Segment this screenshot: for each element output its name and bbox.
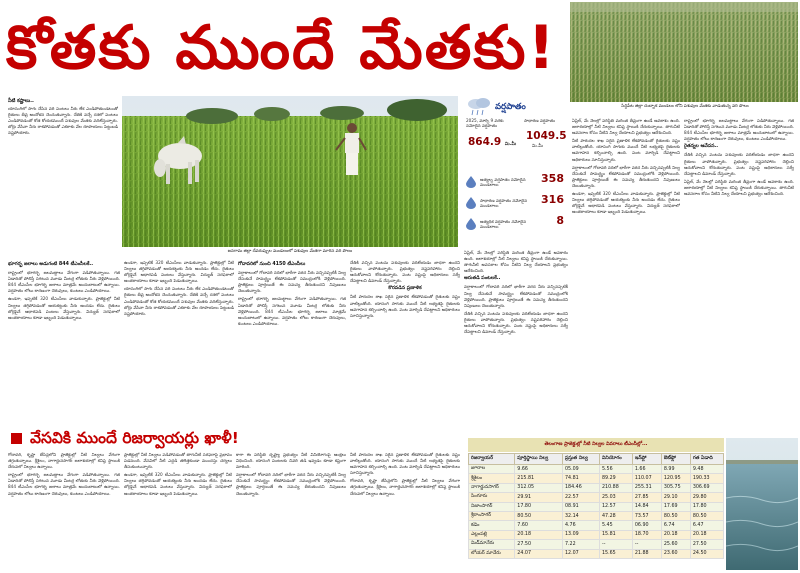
drop-icon [466,218,476,230]
column-1-text: రాష్ట్రంలో భూగర్భ జలమట్టాలు వేగంగా పడిపోతున్నాయి. గత ఏడాదితో పోలిస్తే సగటున మూడు మీటర్ల లోతుకు నీరు వెళ్లిపోయింది. 844 టీఎంసీల భూగర్భ జలాలు మాత్రమే అందుబాటులో ఉన్నాయి. వర్షపాతం లోటు కారణంగా చెరువులు, కుంటలు ఎండిపోయాయి. [8,270,120,294]
table-cell: 74.81 [562,474,599,483]
table-cell: 110.07 [632,474,661,483]
table-row [469,502,724,511]
column-4-text-top: చేతికి వచ్చిన పంటను పశువులకు వదిలేయడం బాధగా ఉందని రైతులు వాపోతున్నారు. ప్రభుత్వం నష్టపరిహారం చెల్లించి ఆదుకోవాలని కోరుతున్నారు. పంట నష్టంపై అధికారులు సర్వే చేపట్టాలని డిమాండ్ చేస్తున్నారు. [350,260,460,284]
article-column-6 [684,118,794,430]
column-4-subhead: కొరవడిన ప్రణాళిక [388,286,422,292]
column-5-text-extra: ఉండగా, ఇప్పటికే 320 టీఎంసీలు వాడుకున్నారు. ప్రాజెక్టుల్లో నీటి నిల్వలు తగ్గిపోవడంతో ఆయకట్టుకు నీరు అందడం లేదు. రైతులు బోర్లపైనే ఆధారపడి పంటలు వేస్తున్నారు. విద్యుత్ సరఫరాలో అంతరాయాలు కూడా ఇబ్బంది పెడుతున్నాయి. [572,191,680,215]
reservoir-name-cell: మిడ్‌మానేరు [469,540,515,549]
reservoir-table-title: తెలంగాణ ప్రాజెక్టుల్లో నీటి నిల్వల వివరాలు టీఎంసీల్లో... [468,438,724,452]
table-header-row [469,454,724,465]
article-column-4 [350,260,460,428]
column-5-text-repeat: నీటి పారుదల శాఖ సరైన ప్రణాళిక లేకపోవడంతో రైతులకు నష్టం వాటిల్లుతోంది. యాసంగి సాగుకు ముందే నీటి లభ్యతపై రైతులకు అవగాహన కల్పించాల్సి ఉంది. పంట మార్పిడి చేపట్టాలని అధికారులు సూచిస్తున్నారు. [572,138,680,162]
table-cell: 80.50 [515,511,563,520]
column-5-text-more: వర్షాకాలంలో గోదావరి నదిలో భారీగా వరద నీరు వచ్చినప్పటికీ నిల్వ చేసుకునే సామర్థ్యం లేకపోవడంతో సముద్రంలోకి వెళ్లిపోయింది. ప్రాజెక్టులు పూర్తయితే ఈ సమస్య తీరుతుందని నిపుణులు చెబుతున్నారు. [572,164,680,188]
table-header-cell: రిజర్వాయర్ [469,454,515,465]
rainfall-row-value: 358 [541,172,564,185]
table-row [469,493,724,502]
main-headline: కోతకు ముందే మేతకు! [6,13,557,83]
article-column-7 [8,452,120,570]
drop-icon [466,176,476,188]
reservoir-name-cell: సింగూరు [469,493,515,502]
table-cell: 9.48 [690,465,723,474]
reservoir-name-cell: జూరాల [469,465,515,474]
red-square-bullet [11,433,22,444]
table-cell: 210.88 [599,483,632,492]
table-cell: 120.95 [661,474,690,483]
table-cell: 6.47 [690,521,723,530]
table-cell: 184.46 [562,483,599,492]
article-column-9 [236,452,346,570]
column-7-text: గోదావరి, కృష్ణా బేసిన్లలోని ప్రాజెక్టుల్లో నీటి నిల్వలు వేగంగా తగ్గుతున్నాయి. శ్రీశైలం, నాగార్జునసాగర్ జలాశయాల్లో కనిష్ఠ స్థాయికి చేరువలో నిల్వలు ఉన్నాయి. [8,452,120,470]
reservoir-name-cell: కడెం [469,521,515,530]
column-8-text: ప్రాజెక్టుల్లో నీటి నిల్వలు పడిపోవడంతో తాగునీటి సరఫరాపై ప్రభావం పడనుంది. వేసవిలో నీటి ఎద్దడి తలెత్తకుండా ముందస్తు చర్యలు తీసుకుంటున్నారు. [124,452,232,470]
table-cell: 17.80 [690,502,723,511]
table-cell: 24.07 [515,549,563,558]
table-cell: 23.60 [661,549,690,558]
cloud-rain-icon [464,96,494,116]
reservoir-name-cell: నిజాంసాగర్ [469,502,515,511]
intro-text: యాసంగిలో సాగు చేసిన వరి పంటలు నీరు లేక ఎండిపోతుండటంతో రైతులు తీవ్ర ఆందోళన చెందుతున్నారు. చేతికి వచ్చే దశలో పంటలు ఎండిపోవడంతో కోత కోయకముందే పశువుల మేతకు వదిలేస్తున్నారు. బోర్లు వేసినా నీరు రాకపోవడంతో ఎకరాకు వేల రూపాయలు పెట్టుబడి నష్టపోయారు. [8,106,118,136]
rainfall-recorded [468,136,516,148]
table-cell: 190.33 [690,474,723,483]
drop-icon [466,197,476,209]
article-column-4b [464,250,568,430]
table-cell: 06.90 [632,521,661,530]
column-6-text-more: ఏప్రిల్, మే నెలల్లో పరిస్థితి మరింత తీవ్రంగా ఉండే అవకాశం ఉంది. జలాశయాల్లో నీటి నిల్వలు కనిష్ఠ స్థాయికి చేరుకున్నాయి. తాగునీటి అవసరాల కోసం నీటిని నిల్వ చేయాలని ప్రభుత్వం ఆదేశించింది. [684,178,794,197]
rainfall-row-label: సాధారణ వర్షపాతం నమోదైన మండలాలు [480,198,528,209]
column-2-text: ఉండగా, ఇప్పటికే 320 టీఎంసీలు వాడుకున్నారు. ప్రాజెక్టుల్లో నీటి నిల్వలు తగ్గిపోవడంతో ఆయకట్టుకు నీరు అందడం లేదు. రైతులు బోర్లపైనే ఆధారపడి పంటలు వేస్తున్నారు. విద్యుత్ సరఫరాలో అంతరాయాలు కూడా ఇబ్బంది పెడుతున్నాయి. [124,260,234,284]
table-cell: 80.50 [661,511,690,520]
table-cell: 4.76 [562,521,599,530]
column-3-text-more: రాష్ట్రంలో భూగర్భ జలమట్టాలు వేగంగా పడిపోతున్నాయి. గత ఏడాదితో పోలిస్తే సగటున మూడు మీటర్ల లోతుకు నీరు వెళ్లిపోయింది. 844 టీఎంసీల భూగర్భ జలాలు మాత్రమే అందుబాటులో ఉన్నాయి. వర్షపాతం లోటు కారణంగా చెరువులు, కుంటలు ఎండిపోయాయి. [238,296,346,326]
column-4b-subhead: ఆరుతడి పంటలకే.. [464,276,501,282]
column-9-text: కాగా ఈ పరిస్థితి దృష్ట్యా ప్రభుత్వం నీటి వినియోగంపై ఆంక్షలు విధించింది. యాసంగి పంటలకు చివరి తడి ఇవ్వడం కూడా కష్టంగా మారింది. [236,452,346,470]
rainfall-row-value: 316 [541,193,564,206]
table-row [469,530,724,539]
table-cell: 89.29 [599,474,632,483]
table-row [469,465,724,474]
table-row [469,549,724,558]
table-cell: 27.50 [690,540,723,549]
reservoir-name-cell: లోయర్ మానేరు [469,549,515,558]
table-cell: 20.18 [661,530,690,539]
column-6-text-top: రాష్ట్రంలో భూగర్భ జలమట్టాలు వేగంగా పడిపోతున్నాయి. గత ఏడాదితో పోలిస్తే సగటున మూడు మీటర్ల లోతుకు నీరు వెళ్లిపోయింది. 844 టీఎంసీల భూగర్భ జలాలు మాత్రమే అందుబాటులో ఉన్నాయి. వర్షపాతం లోటు కారణంగా చెరువులు, కుంటలు ఎండిపోయాయి. [684,118,794,142]
section-headline-text: వేసవికి ముందే రిజర్వాయర్లు ఖాళీ! [30,429,239,447]
table-cell: 80.50 [690,511,723,520]
table-header-cell: ఔట్‌ఫ్లో [661,454,690,465]
table-cell: -- [632,540,661,549]
rainfall-recorded-unit: మి.మీ [504,142,517,147]
table-header-cell: వినియోగం [599,454,632,465]
top-right-photo [570,2,798,102]
table-row [469,483,724,492]
table-cell: 9.66 [515,465,563,474]
table-cell: 6.74 [661,521,690,530]
table-cell: 32.14 [562,511,599,520]
rainfall-normal-label: సాధారణ వర్షపాతం [524,118,556,123]
rainfall-box [462,96,566,239]
table-cell: 306.69 [690,483,723,492]
reservoir-name-cell: శ్రీశైలం [469,474,515,483]
table-row [469,474,724,483]
center-photo-caption: జనగామ జిల్లా దేవరుప్పుల మండలంలో పశువుల మేతగా మారిన వరి పొలం [227,249,353,254]
rainfall-title: వర్షపాతం [495,102,526,112]
column-3-text: వర్షాకాలంలో గోదావరి నదిలో భారీగా వరద నీరు వచ్చినప్పటికీ నిల్వ చేసుకునే సామర్థ్యం లేకపోవడంతో సముద్రంలోకి వెళ్లిపోయింది. ప్రాజెక్టులు పూర్తయితే ఈ సమస్య తీరుతుందని నిపుణులు చెబుతున్నారు. [238,270,346,294]
intro-column [8,96,118,246]
table-row [469,540,724,549]
intro-title: నీటి కష్టాలు.. [8,98,34,104]
table-cell: 08.91 [562,502,599,511]
table-cell: 14.84 [632,502,661,511]
table-cell: 305.75 [661,483,690,492]
table-cell: 47.28 [599,511,632,520]
article-column-8 [124,452,232,570]
column-4b-text: ఏప్రిల్, మే నెలల్లో పరిస్థితి మరింత తీవ్రంగా ఉండే అవకాశం ఉంది. జలాశయాల్లో నీటి నిల్వలు కనిష్ఠ స్థాయికి చేరుకున్నాయి. తాగునీటి అవసరాల కోసం నీటిని నిల్వ చేయాలని ప్రభుత్వం ఆదేశించింది. [464,250,568,274]
rainfall-recorded-value: 864.9 [468,136,502,148]
table-cell: 5.45 [599,521,632,530]
table-cell: 25.60 [661,540,690,549]
table-cell: 73.57 [632,511,661,520]
reservoir-name-cell: ఎల్లంపల్లి [469,530,515,539]
table-cell: -- [599,540,632,549]
table-cell: 312.05 [515,483,563,492]
table-cell: 18.70 [632,530,661,539]
table-cell: 215.81 [515,474,563,483]
table-cell: 29.80 [690,493,723,502]
table-cell: 5.56 [599,465,632,474]
article-column-2 [124,260,234,428]
table-cell: 7.60 [515,521,563,530]
section-headline [6,430,458,448]
reservoir-name-cell: శ్రీరాంసాగర్ [469,511,515,520]
table-cell: 8.99 [661,465,690,474]
column-2-text-more: యాసంగిలో సాగు చేసిన వరి పంటలు నీరు లేక ఎండిపోతుండటంతో రైతులు తీవ్ర ఆందోళన చెందుతున్నారు. చేతికి వచ్చే దశలో పంటలు ఎండిపోవడంతో కోత కోయకముందే పశువుల మేతకు వదిలేస్తున్నారు. బోర్లు వేసినా నీరు రాకపోవడంతో ఎకరాకు వేల రూపాయలు పెట్టుబడి నష్టపోయారు. [124,286,234,316]
column-4b-text-more: వర్షాకాలంలో గోదావరి నదిలో భారీగా వరద నీరు వచ్చినప్పటికీ నిల్వ చేసుకునే సామర్థ్యం లేకపోవడంతో సముద్రంలోకి వెళ్లిపోయింది. ప్రాజెక్టులు పూర్తయితే ఈ సమస్య తీరుతుందని నిపుణులు చెబుతున్నారు. [464,284,568,308]
table-cell: 7.22 [562,540,599,549]
table-header-cell: గత ఏడాది [690,454,723,465]
table-cell: 12.07 [562,549,599,558]
table-cell: 25.03 [599,493,632,502]
table-cell: 05.09 [562,465,599,474]
column-3-subhead: గోదావరిలో నుంచి 4150 టీఎంసీలు [238,262,306,267]
table-cell: 27.50 [515,540,563,549]
center-photo [122,96,458,247]
rainfall-row [466,214,566,234]
column-1-text-more: ఉండగా, ఇప్పటికే 320 టీఎంసీలు వాడుకున్నారు. ప్రాజెక్టుల్లో నీటి నిల్వలు తగ్గిపోవడంతో ఆయకట్టుకు నీరు అందడం లేదు. రైతులు బోర్లపైనే ఆధారపడి పంటలు వేస్తున్నారు. విద్యుత్ సరఫరాలో అంతరాయాలు కూడా ఇబ్బంది పెడుతున్నాయి. [8,296,120,320]
table-row [469,511,724,520]
table-header-cell: పూర్తిస్థాయి నిల్వ [515,454,563,465]
article-column-3 [238,260,346,428]
table-cell: 20.18 [690,530,723,539]
table-cell: 255.31 [632,483,661,492]
table-cell: 15.81 [599,530,632,539]
column-6-text: చేతికి వచ్చిన పంటను పశువులకు వదిలేయడం బాధగా ఉందని రైతులు వాపోతున్నారు. ప్రభుత్వం నష్టపరిహారం చెల్లించి ఆదుకోవాలని కోరుతున్నారు. పంట నష్టంపై అధికారులు సర్వే చేపట్టాలని డిమాండ్ చేస్తున్నారు. [684,152,794,176]
rainfall-normal-value: 1049.5 [526,130,567,142]
column-1-subhead: భూగర్భ జలాలు అడుగంటి 844 టీఎంసీలకే.. [8,262,94,267]
column-10-text: నీటి పారుదల శాఖ సరైన ప్రణాళిక లేకపోవడంతో రైతులకు నష్టం వాటిల్లుతోంది. యాసంగి సాగుకు ముందే నీటి లభ్యతపై రైతులకు అవగాహన కల్పించాల్సి ఉంది. పంట మార్పిడి చేపట్టాలని అధికారులు సూచిస్తున్నారు. [350,452,460,476]
table-cell: 29.10 [661,493,690,502]
table-header-cell: ప్రస్తుత నిల్వ [562,454,599,465]
table-cell: 21.88 [632,549,661,558]
top-right-photo-caption: సిద్దిపేట జిల్లా దుబ్బాక మండలం లోని పశువుల మేతకు వాడుతున్న వరి పొలం [621,104,749,109]
rainfall-row [466,172,566,192]
rainfall-row-value: 8 [556,214,564,227]
reservoir-table [468,453,724,559]
table-cell: 20.18 [515,530,563,539]
table-cell: 1.66 [632,465,661,474]
table-cell: 24.50 [690,549,723,558]
rainfall-year-label: 2025, మార్చి 9 వరకు నమోదైన వర్షపాతం [466,118,504,129]
table-header-cell: ఇన్‌ఫ్లో [632,454,661,465]
reservoir-photo [726,438,798,570]
table-cell: 17.69 [661,502,690,511]
column-5-text: ఏప్రిల్, మే నెలల్లో పరిస్థితి మరింత తీవ్రంగా ఉండే అవకాశం ఉంది. జలాశయాల్లో నీటి నిల్వలు కనిష్ఠ స్థాయికి చేరుకున్నాయి. తాగునీటి అవసరాల కోసం నీటిని నిల్వ చేయాలని ప్రభుత్వం ఆదేశించింది. [572,118,680,136]
reservoir-name-cell: నాగార్జునసాగర్ [469,483,515,492]
article-column-1 [8,260,120,428]
table-cell: 17.80 [515,502,563,511]
table-cell: 27.85 [632,493,661,502]
column-8-text-more: ఉండగా, ఇప్పటికే 320 టీఎంసీలు వాడుకున్నారు. ప్రాజెక్టుల్లో నీటి నిల్వలు తగ్గిపోవడంతో ఆయకట్టుకు నీరు అందడం లేదు. రైతులు బోర్లపైనే ఆధారపడి పంటలు వేస్తున్నారు. విద్యుత్ సరఫరాలో అంతరాయాలు కూడా ఇబ్బంది పెడుతున్నాయి. [124,472,232,496]
table-cell: 12.57 [599,502,632,511]
table-cell: 13.09 [562,530,599,539]
article-column-10 [350,452,460,570]
column-4b-text-extra: చేతికి వచ్చిన పంటను పశువులకు వదిలేయడం బాధగా ఉందని రైతులు వాపోతున్నారు. ప్రభుత్వం నష్టపరిహారం చెల్లించి ఆదుకోవాలని కోరుతున్నారు. పంట నష్టంపై అధికారులు సర్వే చేపట్టాలని డిమాండ్ చేస్తున్నారు. [464,310,568,335]
column-4-text: నీటి పారుదల శాఖ సరైన ప్రణాళిక లేకపోవడంతో రైతులకు నష్టం వాటిల్లుతోంది. యాసంగి సాగుకు ముందే నీటి లభ్యతపై రైతులకు అవగాహన కల్పించాల్సి ఉంది. పంట మార్పిడి చేపట్టాలని అధికారులు సూచిస్తున్నారు. [350,294,460,318]
table-cell: 15.65 [599,549,632,558]
table-cell: 22.57 [562,493,599,502]
table-row [469,521,724,530]
column-6-subhead: రైతన్నల ఆవేదన.. [684,144,719,150]
column-9-text-more: వర్షాకాలంలో గోదావరి నదిలో భారీగా వరద నీరు వచ్చినప్పటికీ నిల్వ చేసుకునే సామర్థ్యం లేకపోవడంతో సముద్రంలోకి వెళ్లిపోయింది. ప్రాజెక్టులు పూర్తయితే ఈ సమస్య తీరుతుందని నిపుణులు చెబుతున్నారు. [236,472,346,496]
column-10-text-more: గోదావరి, కృష్ణా బేసిన్లలోని ప్రాజెక్టుల్లో నీటి నిల్వలు వేగంగా తగ్గుతున్నాయి. శ్రీశైలం, నాగార్జునసాగర్ జలాశయాల్లో కనిష్ఠ స్థాయికి చేరువలో నిల్వలు ఉన్నాయి. [350,478,460,496]
rainfall-row [466,193,566,213]
rainfall-normal [526,130,567,142]
article-column-5 [572,118,680,430]
rainfall-row-label: అత్యల్ప వర్షపాతం నమోదైన మండలాలు [480,177,526,188]
column-7-text-more: రాష్ట్రంలో భూగర్భ జలమట్టాలు వేగంగా పడిపోతున్నాయి. గత ఏడాదితో పోలిస్తే సగటున మూడు మీటర్ల లోతుకు నీరు వెళ్లిపోయింది. 844 టీఎంసీల భూగర్భ జలాలు మాత్రమే అందుబాటులో ఉన్నాయి. వర్షపాతం లోటు కారణంగా చెరువులు, కుంటలు ఎండిపోయాయి. [8,472,120,496]
table-cell: 29.91 [515,493,563,502]
rainfall-row-label: అత్యధిక వర్షపాతం నమోదైన మండలాలు [480,219,527,230]
rainfall-normal-unit: మి.మీ [532,144,543,149]
